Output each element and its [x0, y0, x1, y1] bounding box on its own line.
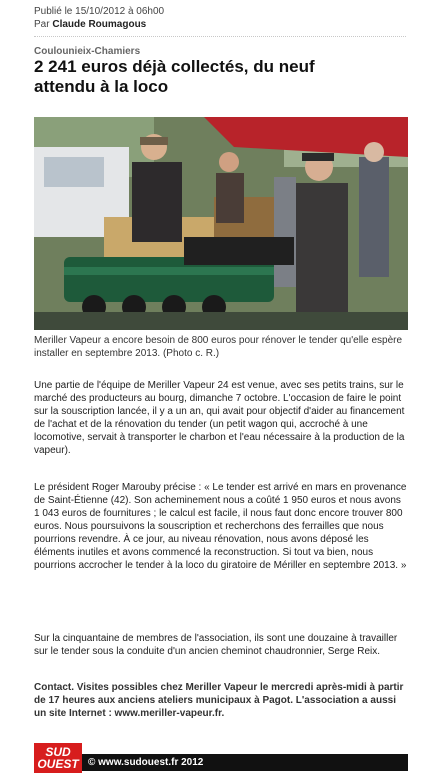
page-footer: [34, 743, 408, 773]
byline-prefix: Par: [34, 19, 50, 30]
author-name: Claude Roumagous: [52, 19, 147, 30]
article-meta: [34, 5, 164, 31]
photo-illustration: [34, 117, 408, 330]
article-headline: 2 241 euros déjà collectés, du neuf attendu à la loco: [34, 57, 315, 96]
photo-caption: Meriller Vapeur a encore besoin de 800 euros pour rénover le tender qu'elle espère installer en septembre 2013. (Photo c. R.): [34, 335, 403, 359]
copyright-bar: © www.sudouest.fr 2012: [82, 754, 408, 771]
divider: [34, 36, 406, 37]
byline: [34, 18, 164, 31]
sudouest-logo: SUD OUEST: [34, 743, 82, 773]
article-paragraph: Une partie de l'équipe de Meriller Vapeur 24 est venue, avec ses petits trains, sur le marché des producteurs au bourg, dimanche 7 octobre. L'occasion de faire le point sur la souscription lancée, il y a un an, qui avait pour objectif d'aider au financement de l'achat et de la rénovation du tender (un petit wagon qui, accroché à une locomotive, servait à transporter le charbon et l'eau nécessaire à la production de la vapeur).: [34, 380, 405, 456]
article-paragraph: Sur la cinquantaine de membres de l'association, ils sont une douzaine à travailler sur le tender sous la conduite d'un ancien cheminot chaudronnier, Serge Reix.: [34, 633, 398, 657]
contact-paragraph: Contact. Visites possibles chez Meriller Vapeur le mercredi après-midi à partir de 17 heures aux anciens ateliers municipaux à Pagot. L'association a aussi un site Internet : www.meriller-vapeur.fr.: [34, 682, 404, 719]
article-photo: [34, 117, 408, 330]
publish-date: Publié le 15/10/2012 à 06h00: [34, 6, 165, 17]
article-kicker: Coulounieix-Chamiers: [34, 46, 141, 57]
article-paragraph: Le président Roger Marouby précise : « Le tender est arrivé en mars en provenance de Saint-Étienne (42). Son acheminement nous a coûté 1 950 euros et nous avons 1 043 euros de fournitures ; le calcul est facile, il nous faut donc encore trouver 800 euros. Nous poursuivons la souscription et recherchons des ferrailles que nous pourrions revendre. À ce jour, au niveau rénovation, nous avons déposé les éléments inutiles et avons commencé la reconstruction. Si tout va bien, nous pourrions accrocher le tender à la loco du giratoire de Mériller en septembre 2013. »: [34, 482, 407, 571]
